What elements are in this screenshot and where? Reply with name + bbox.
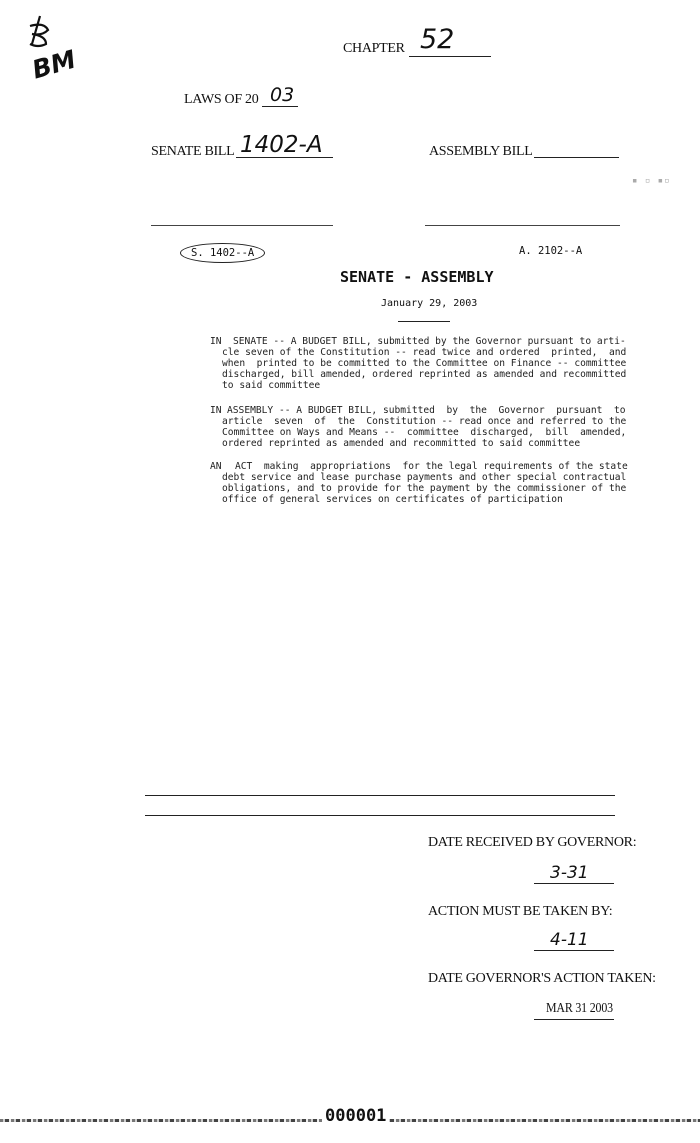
assembly-sponsor-line — [425, 225, 620, 226]
chapter-underline — [409, 56, 491, 57]
laws-label: LAWS OF 20 — [184, 92, 259, 107]
bill-date: January 29, 2003 — [381, 298, 478, 309]
bill-title: SENATE - ASSEMBLY — [340, 268, 494, 286]
laws-underline — [262, 106, 298, 107]
senate-para-line: SENATE -- A BUDGET BILL, submitted by the Governor pursuant to arti- — [233, 336, 626, 347]
page-stamp: 000001 — [322, 1106, 389, 1126]
action-due-label: ACTION MUST BE TAKEN BY: — [428, 904, 613, 919]
senate-bill-label: SENATE BILL — [151, 144, 235, 159]
senate-para-line: when printed to be committed to the Committee on Finance -- committee — [222, 358, 627, 369]
separator-rule — [145, 815, 615, 816]
act-para-line: obligations, and to provide for the payment by the commissioner of the — [222, 483, 627, 494]
senate-para-lead: IN — [210, 336, 222, 347]
chapter-label: CHAPTER — [343, 41, 405, 56]
date-received-label: DATE RECEIVED BY GOVERNOR: — [428, 835, 637, 850]
senate-bill-number: 1402-A — [240, 132, 323, 158]
chapter-number: 52 — [420, 24, 455, 55]
action-due-value: 4-11 — [550, 930, 589, 950]
assembly-para-line: ASSEMBLY -- A BUDGET BILL, submitted by the Governor pursuant to — [227, 405, 626, 416]
senate-number-badge: S. 1402--A — [180, 243, 265, 263]
act-para-line: office of general services on certificates of participation — [222, 494, 563, 505]
laws-year: 03 — [270, 84, 295, 106]
action-taken-label: DATE GOVERNOR'S ACTION TAKEN: — [428, 971, 656, 986]
date-rule — [398, 321, 450, 322]
margin-scribble-icon — [26, 14, 56, 50]
date-received-value: 3-31 — [550, 863, 589, 883]
assembly-para-line: Committee on Ways and Means -- committee discharged, bill amended, — [222, 427, 627, 438]
date-received-underline — [534, 883, 614, 884]
senate-sponsor-line — [151, 225, 333, 226]
scan-noise: ▪ ▫ ▪▫ — [632, 176, 671, 186]
action-due-underline — [534, 950, 614, 951]
separator-rule — [145, 795, 615, 796]
margin-initials: BM — [28, 44, 80, 85]
action-taken-stamp: MAR 31 2003 — [546, 1001, 613, 1016]
senate-para-line: discharged, bill amended, ordered reprinted as amended and recommitted — [222, 369, 627, 380]
margin-annotation — [26, 14, 80, 94]
action-taken-underline — [534, 1019, 614, 1020]
assembly-para-lead: IN — [210, 405, 222, 416]
act-para-line: debt service and lease purchase payments and other special contractual — [222, 472, 627, 483]
senate-para-line: cle seven of the Constitution -- read twice and ordered printed, and — [222, 347, 627, 358]
assembly-number: A. 2102--A — [519, 245, 583, 257]
act-para-lead: AN — [210, 461, 222, 472]
senate-bill-underline — [236, 157, 333, 158]
assembly-para-line: ordered reprinted as amended and recommitted to said committee — [222, 438, 581, 449]
act-para-line: ACT making appropriations for the legal requirements of the state — [235, 461, 628, 472]
senate-para-line: to said committee — [222, 380, 321, 391]
assembly-para-line: article seven of the Constitution -- read once and referred to the — [222, 416, 627, 427]
assembly-bill-underline — [534, 157, 619, 158]
assembly-bill-label: ASSEMBLY BILL — [429, 144, 533, 159]
